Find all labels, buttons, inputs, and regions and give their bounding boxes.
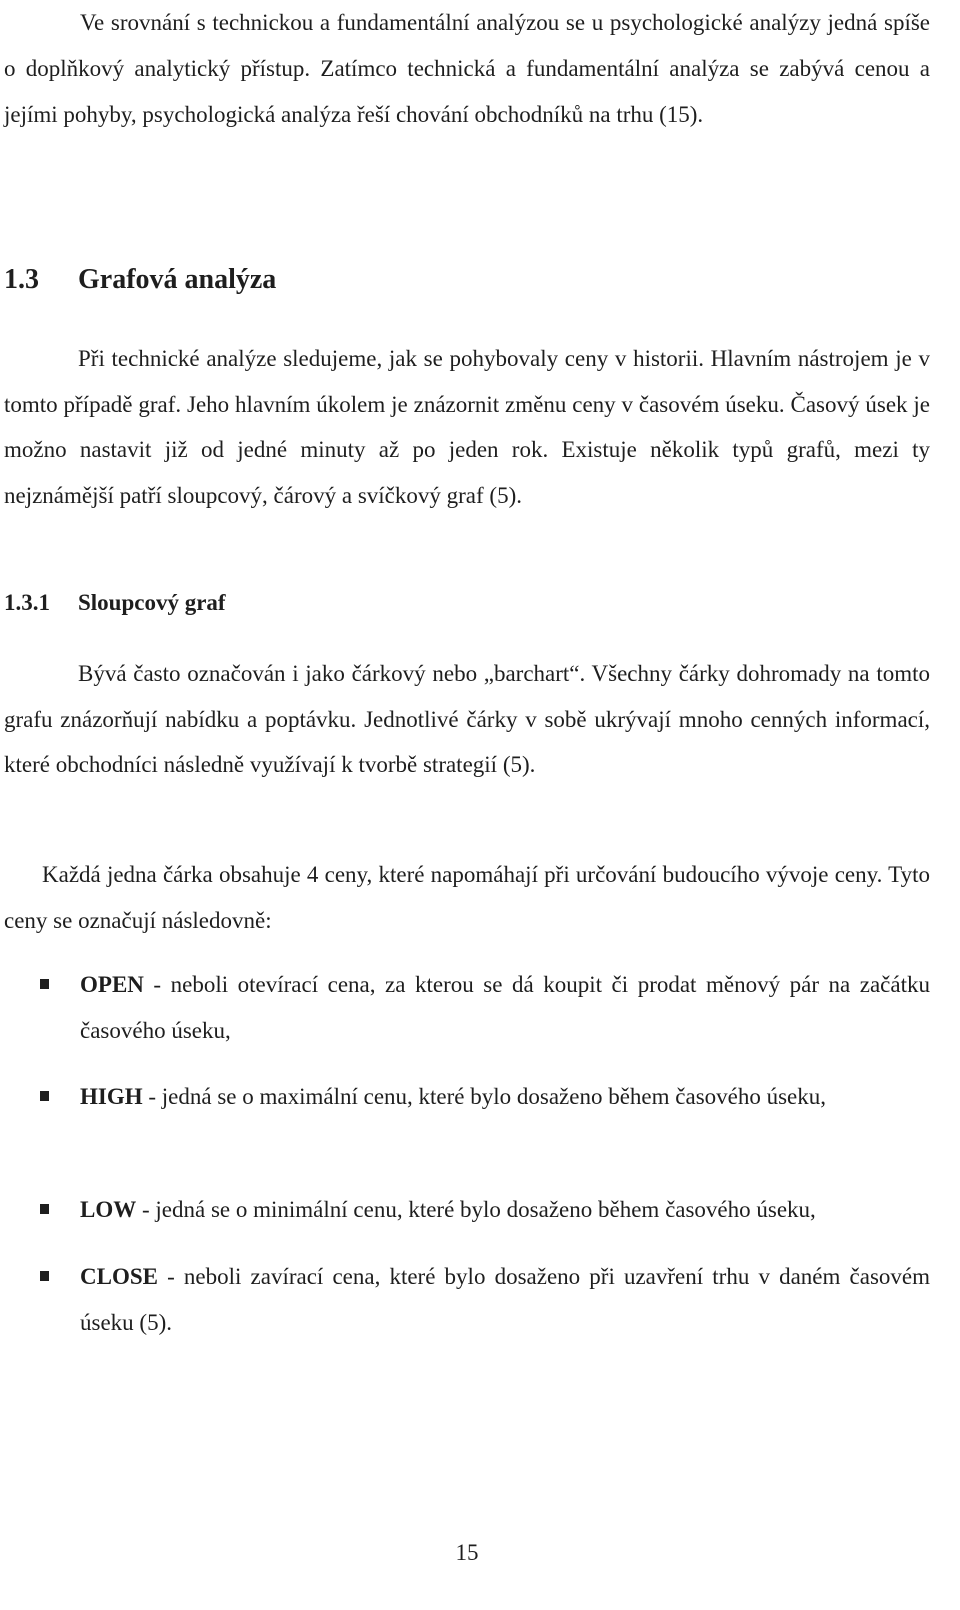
list-item-description: - neboli zavírací cena, které bylo dosaženo při uzavření trhu v daném časovém úseku (5).: [80, 1264, 930, 1335]
list-item-description: - jedná se o minimální cenu, které bylo dosaženo během časového úseku,: [136, 1197, 816, 1222]
section-heading: [4, 264, 276, 296]
section-number: 1.3: [4, 264, 39, 295]
list-item-text: [80, 962, 930, 1053]
square-bullet-icon: [40, 1271, 49, 1281]
square-bullet-icon: [40, 1204, 49, 1214]
square-bullet-icon: [40, 979, 49, 989]
subsection-number: 1.3.1: [4, 590, 50, 615]
sloupcovy-graf-paragraph: Bývá často označován i jako čárkový nebo „barchart“. Všechny čárky dohromady na tomto grafu znázorňují nabídku a poptávku. Jednotlivé čárky v sobě ukrývají mnoho cenných informací, které obchodníci následně využívají k tvorbě strategií (5).: [4, 661, 930, 777]
intro-paragraph: Ve srovnání s technickou a fundamentální analýzou se u psychologické analýzy jedná spíše o doplňkový analytický přístup. Zatímco technická a fundamentální analýza se zabývá cenou a jejími pohyby, psychologická analýza řeší chování obchodníků na trhu (15).: [4, 10, 930, 127]
list-item-text: [80, 1254, 930, 1345]
subsection-title: Sloupcový graf: [78, 590, 226, 615]
list-item-text: [80, 1074, 930, 1120]
list-item-term: HIGH: [80, 1084, 143, 1109]
square-bullet-icon: [40, 1091, 49, 1101]
section-title: Grafová analýza: [78, 264, 277, 295]
list-item-description: - neboli otevírací cena, za kterou se dá koupit či prodat měnový pár na začátku časového úseku,: [80, 972, 930, 1043]
list-item-term: CLOSE: [80, 1264, 158, 1289]
list-item-term: LOW: [80, 1197, 137, 1222]
grafova-analyza-paragraph: Při technické analýze sledujeme, jak se pohybovaly ceny v historii. Hlavním nástrojem je v tomto případě graf. Jeho hlavním úkolem je znázornit změnu ceny v časovém úseku. Časový úsek je možno nastavit již od jedné minuty až po jeden rok. Existuje několik typů grafů, mezi ty nejznámější patří sloupcový, čárový a svíčkový graf (5).: [4, 346, 930, 508]
page-number: 15: [455, 1540, 479, 1565]
ceny-paragraph: Každá jedna čárka obsahuje 4 ceny, které napomáhají při určování budoucího vývoje ceny. Tyto ceny se označují následovně:: [4, 862, 930, 933]
list-item-text: [80, 1187, 930, 1233]
list-item-description: - jedná se o maximální cenu, které bylo dosaženo během časového úseku,: [142, 1084, 827, 1109]
list-item-term: OPEN: [80, 972, 144, 997]
subsection-heading: [4, 590, 226, 616]
